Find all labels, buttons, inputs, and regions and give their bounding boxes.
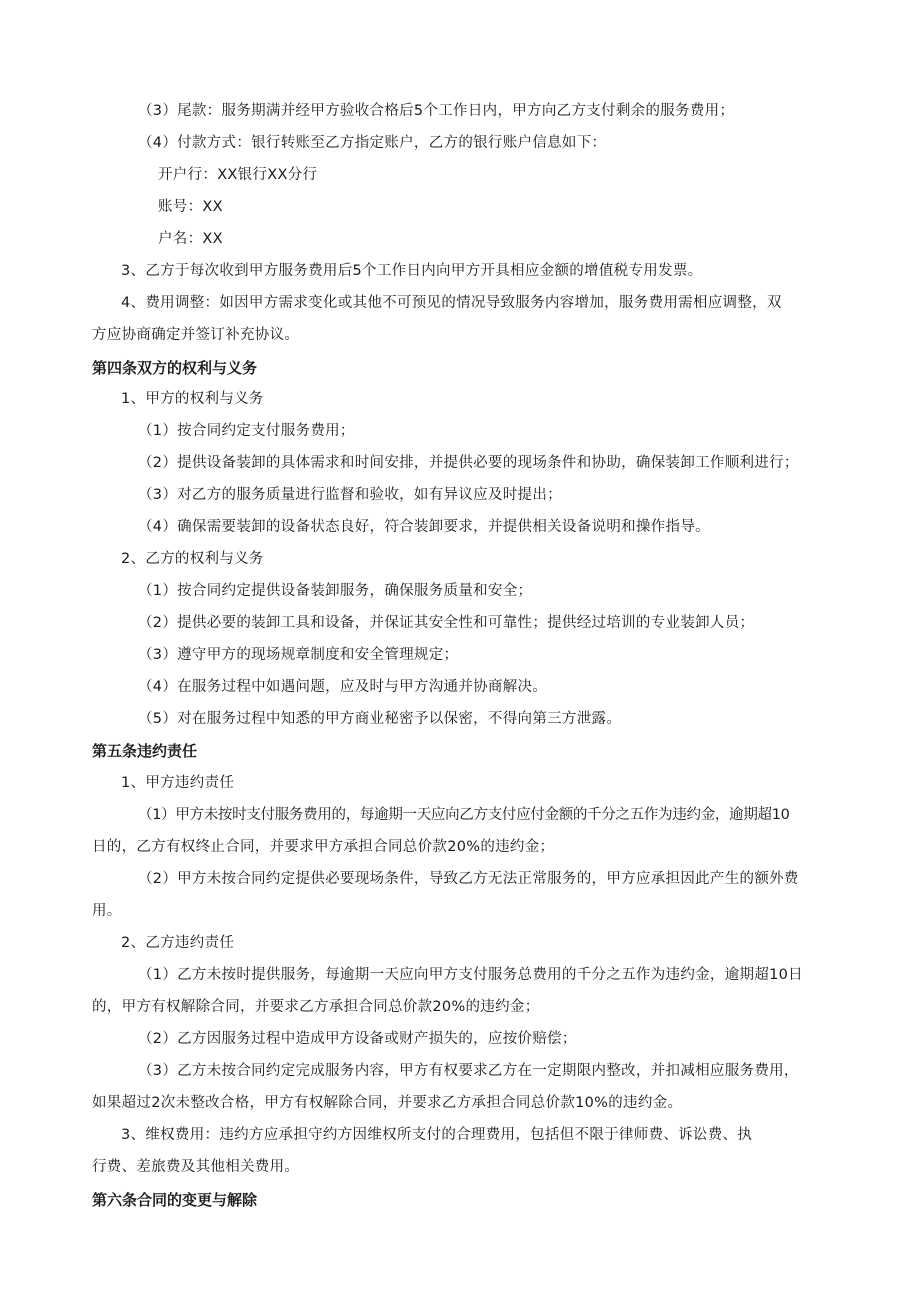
account-number: 账号：XX bbox=[158, 199, 223, 215]
invoice-clause: 3、乙方于每次收到甲方服务费用后5个工作日内向甲方开具相应金额的增值税专用发票。 bbox=[121, 263, 703, 279]
party-a-right-2: （2）提供设备装卸的具体需求和时间安排，并提供必要的现场条件和协助，确保装卸工作顺利进行； bbox=[138, 455, 799, 471]
party-a-right-3: （3）对乙方的服务质量进行监督和验收，如有异议应及时提出； bbox=[138, 487, 562, 503]
party-a-breach-1-cont: 日的，乙方有权终止合同，并要求甲方承担合同总价款20%的违约金； bbox=[92, 839, 555, 855]
party-b-rights-heading: 2、乙方的权利与义务 bbox=[121, 551, 264, 567]
payment-balance-clause: （3）尾款：服务期满并经甲方验收合格后5个工作日内，甲方向乙方支付剩余的服务费用； bbox=[138, 103, 735, 119]
party-b-breach-2: （2）乙方因服务过程中造成甲方设备或财产损失的，应按价赔偿； bbox=[138, 1031, 577, 1047]
fee-adjustment-clause: 4、费用调整：如因甲方需求变化或其他不可预见的情况导致服务内容增加，服务费用需相应调整，双 bbox=[121, 295, 782, 311]
party-a-breach-heading: 1、甲方违约责任 bbox=[121, 775, 235, 791]
party-b-right-5: （5）对在服务过程中知悉的甲方商业秘密予以保密，不得向第三方泄露。 bbox=[138, 711, 622, 727]
party-a-breach-2-cont: 用。 bbox=[92, 903, 122, 919]
party-b-right-2: （2）提供必要的装卸工具和设备，并保证其安全性和可靠性；提供经过培训的专业装卸人员； bbox=[138, 615, 755, 631]
enforcement-cost-clause-cont: 行费、差旅费及其他相关费用。 bbox=[92, 1159, 300, 1175]
party-a-right-4: （4）确保需要装卸的设备状态良好，符合装卸要求，并提供相关设备说明和操作指导。 bbox=[138, 519, 710, 535]
article-5-heading: 第五条违约责任 bbox=[92, 742, 198, 760]
fee-adjustment-clause-cont: 方应协商确定并签订补充协议。 bbox=[92, 327, 300, 343]
party-b-breach-3-cont: 如果超过2次未整改合格，甲方有权解除合同，并要求乙方承担合同总价款10%的违约金。 bbox=[92, 1095, 683, 1111]
bank-name: 开户行：XX银行XX分行 bbox=[158, 167, 318, 183]
party-a-rights-heading: 1、甲方的权利与义务 bbox=[121, 391, 264, 407]
article-6-heading: 第六条合同的变更与解除 bbox=[92, 1191, 258, 1209]
party-b-right-3: （3）遵守甲方的现场规章制度和安全管理规定； bbox=[138, 647, 459, 663]
party-a-breach-2: （2）甲方未按合同约定提供必要现场条件，导致乙方无法正常服务的，甲方应承担因此产生的额外费 bbox=[138, 871, 799, 887]
party-b-breach-heading: 2、乙方违约责任 bbox=[121, 935, 235, 951]
account-name: 户名：XX bbox=[158, 231, 223, 247]
enforcement-cost-clause: 3、维权费用：违约方应承担守约方因维权所支付的合理费用，包括但不限于律师费、诉讼费、执 bbox=[121, 1127, 753, 1143]
payment-method-clause: （4）付款方式：银行转账至乙方指定账户，乙方的银行账户信息如下： bbox=[138, 135, 607, 151]
party-b-breach-1-cont: 的，甲方有权解除合同，并要求乙方承担合同总价款20%的违约金； bbox=[92, 999, 540, 1015]
article-4-heading: 第四条双方的权利与义务 bbox=[92, 359, 258, 377]
party-b-right-4: （4）在服务过程中如遇问题，应及时与甲方沟通并协商解决。 bbox=[138, 679, 548, 695]
party-a-right-1: （1）按合同约定支付服务费用； bbox=[138, 423, 355, 439]
party-b-breach-1: （1）乙方未按时提供服务，每逾期一天应向甲方支付服务总费用的千分之五作为违约金，逾期超10日 bbox=[138, 967, 803, 983]
party-b-right-1: （1）按合同约定提供设备装卸服务，确保服务质量和安全； bbox=[138, 583, 533, 599]
party-b-breach-3: （3）乙方未按合同约定完成服务内容，甲方有权要求乙方在一定期限内整改，并扣减相应服务费用， bbox=[138, 1063, 799, 1079]
party-a-breach-1: （1）甲方未按时支付服务费用的，每逾期一天应向乙方支付应付金额的千分之五作为违约金，逾期超10 bbox=[138, 807, 790, 823]
